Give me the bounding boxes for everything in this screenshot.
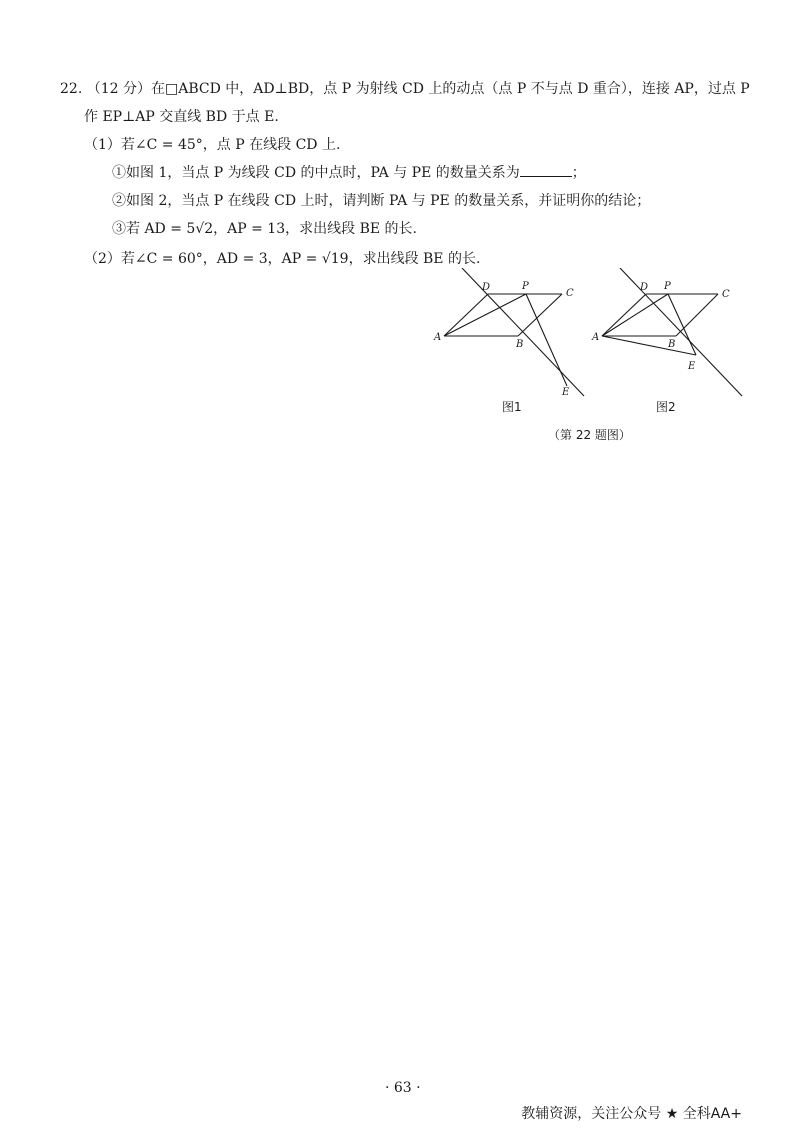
page-number: · 63 · <box>385 1080 421 1096</box>
figure-group <box>430 268 760 418</box>
problem-statement-line2: 作 EP⊥AP 交直线 BD 于点 E. <box>84 109 279 125</box>
fig1-label-A: A <box>434 332 442 343</box>
part1-question1-text: ①如图 1，当点 P 为线段 CD 的中点时，PA 与 PE 的数量关系为 <box>112 165 520 181</box>
figure-1-labels <box>433 281 574 398</box>
figure-group-caption: （第 22 题图） <box>548 428 631 442</box>
segment-AE-fig2 <box>602 336 696 355</box>
figure-2-caption: 图2 <box>656 400 676 414</box>
figure-1-diagram <box>444 268 584 396</box>
line-BD-fig2 <box>620 268 742 396</box>
problem-statement-line1: 22. （12 分）在□ABCD 中，AD⊥BD，点 P 为射线 CD 上的动点（点 P 不与点 D 重合），连接 AP，过点 P <box>60 81 750 97</box>
part1-question1-end: ； <box>571 165 586 181</box>
fig2-label-P: P <box>664 281 671 292</box>
part1-question2: ②如图 2，当点 P 在线段 CD 上时，请判断 PA 与 PE 的数量关系，并证明你的结论； <box>112 193 651 209</box>
part1-intro: （1）若∠C = 45°，点 P 在线段 CD 上. <box>84 137 341 153</box>
fig2-label-E: E <box>688 361 696 372</box>
fig2-label-C: C <box>722 289 730 300</box>
fig2-label-D: D <box>640 282 649 293</box>
footer-note: 教辅资源，关注公众号 ★ 全科AA+ <box>521 1106 742 1122</box>
figure-2-diagram <box>602 268 742 396</box>
segment-AD-fig2 <box>602 294 646 336</box>
figure-1-caption: 图1 <box>502 400 522 414</box>
fig1-label-P: P <box>522 281 529 292</box>
segment-AP-fig2 <box>602 294 668 336</box>
segment-BC-fig2 <box>676 294 718 336</box>
fig1-label-D: D <box>482 282 491 293</box>
segment-BC-fig1 <box>518 294 562 336</box>
part1-question3: ③若 AD = 5√2，AP = 13，求出线段 BE 的长. <box>112 221 417 237</box>
part1-question1 <box>112 162 586 184</box>
fig2-label-B: B <box>668 339 676 350</box>
part2-question: （2）若∠C = 60°，AD = 3，AP = √19，求出线段 BE 的长. <box>84 251 481 267</box>
segment-AD-fig1 <box>444 294 488 336</box>
fig1-label-C: C <box>566 288 574 299</box>
fig2-label-A: A <box>592 332 600 343</box>
answer-blank[interactable] <box>520 162 572 177</box>
segment-AP-fig1 <box>444 294 526 336</box>
fig1-label-E: E <box>562 387 570 398</box>
fig1-label-B: B <box>516 339 524 350</box>
geometry-figures <box>430 268 760 418</box>
